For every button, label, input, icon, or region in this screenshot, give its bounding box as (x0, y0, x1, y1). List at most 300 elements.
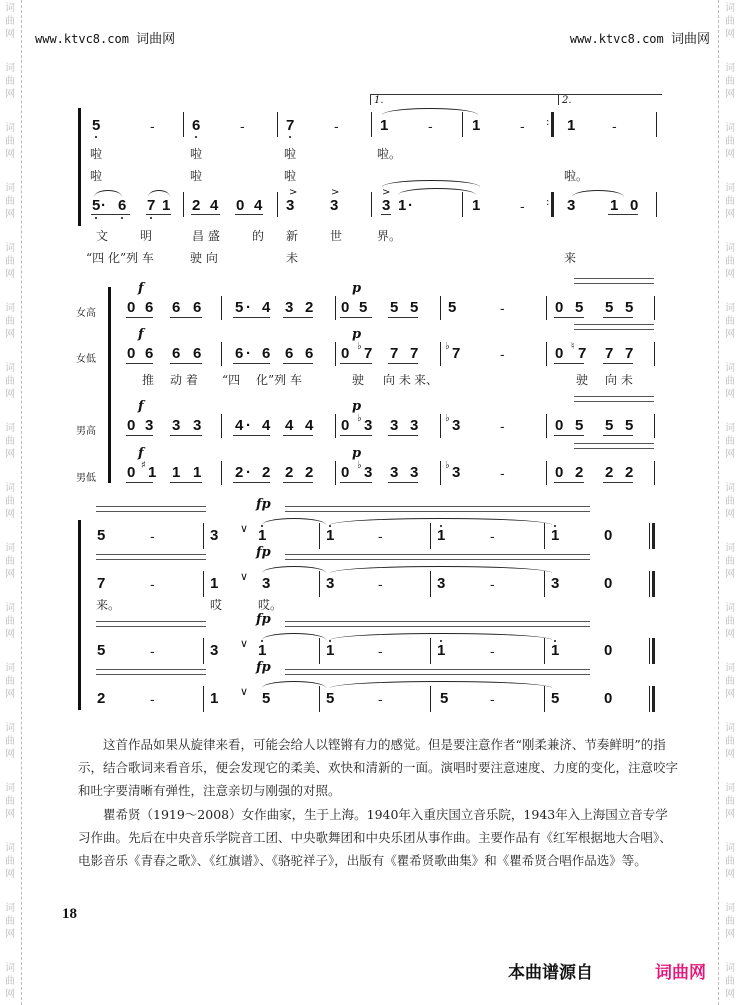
note: 7 (147, 197, 156, 214)
beam-underline (126, 435, 153, 436)
bar-line (430, 523, 431, 549)
bar-line (371, 112, 372, 137)
beam-underline (340, 317, 372, 318)
final-barline-thin (649, 686, 650, 712)
note: 2 (192, 197, 201, 214)
watermark-glyph: 曲 (5, 496, 15, 507)
watermark-glyph: 曲 (725, 76, 735, 87)
beam-underline (388, 482, 418, 483)
note: 7 (364, 345, 373, 362)
note: 7 (578, 345, 587, 362)
note: 3 (567, 197, 576, 214)
note: 1 (326, 527, 335, 544)
watermark-glyph: 曲 (725, 376, 735, 387)
watermark-glyph: 词 (725, 483, 735, 494)
lyric: “四 化”列 车 (86, 251, 154, 265)
watermark-glyph-group (722, 182, 738, 221)
watermark-glyph-group (2, 302, 18, 341)
lyric: 驶 向 (190, 251, 218, 265)
note: 0 (604, 642, 613, 659)
watermark-glyph: 词 (5, 423, 15, 434)
watermark-glyph: 网 (5, 389, 15, 400)
bar-line (544, 571, 545, 597)
lyric: 推 (142, 373, 155, 387)
note: 2 (285, 464, 294, 481)
note: 0 (604, 575, 613, 592)
watermark-glyph: 曲 (725, 856, 735, 867)
watermark-glyph-group (722, 902, 738, 941)
watermark-glyph: 网 (5, 149, 15, 160)
note: 7 (605, 345, 614, 362)
repeat-end-barline (551, 112, 554, 137)
high-octave-dot (329, 640, 331, 642)
watermark-glyph: 曲 (5, 256, 15, 267)
system-bracket (78, 108, 81, 226)
tie (572, 190, 624, 197)
watermark-glyph: 曲 (725, 196, 735, 207)
note: 6 (262, 345, 271, 362)
watermark-glyph: 词 (725, 123, 735, 134)
watermark-glyph: 曲 (5, 736, 15, 747)
note: 1 (326, 642, 335, 659)
beam-underline (283, 482, 313, 483)
watermark-glyph: 网 (5, 269, 15, 280)
sustain-dash: - (612, 118, 617, 134)
lyric: 驶 (352, 373, 365, 387)
watermark-glyph: 网 (5, 449, 15, 460)
tie (330, 681, 552, 688)
note: 2 (262, 464, 271, 481)
watermark-glyph-group (2, 362, 18, 401)
watermark-glyph: 网 (5, 869, 15, 880)
watermark-glyph: 词 (725, 63, 735, 74)
bar-line (654, 342, 655, 366)
note: 4 (262, 417, 271, 434)
watermark-glyph: 网 (5, 929, 15, 940)
repeat-dots: : (546, 197, 550, 208)
lyric: 啦。 (377, 147, 402, 161)
note: 5 (448, 299, 457, 316)
beam-underline (170, 435, 202, 436)
slur (94, 190, 122, 197)
watermark-glyph: 网 (5, 809, 15, 820)
lyric: 明 (140, 229, 153, 243)
dotted-note-dot: · (408, 197, 413, 214)
bar-line (319, 686, 320, 712)
watermark-glyph: 词 (725, 603, 735, 614)
watermark-glyph: 曲 (5, 916, 15, 927)
beam-underline (191, 214, 220, 215)
lyric: 啦 (90, 147, 103, 161)
note: 4 (285, 417, 294, 434)
dotted-note-dot: · (246, 464, 251, 481)
sustain-dash: - (240, 118, 245, 134)
bar-line (183, 192, 184, 217)
beam-underline (283, 317, 313, 318)
low-octave-dot (95, 217, 97, 219)
beam-underline (608, 214, 638, 215)
right-dashed-border (718, 0, 719, 1005)
sustain-dash: - (334, 118, 339, 134)
lyric: 来 (564, 251, 577, 265)
dynamic-fp: fp (256, 497, 271, 512)
lyric: 啦。 (564, 169, 589, 183)
watermark-glyph-group (722, 722, 738, 761)
sustain-dash: - (490, 528, 495, 544)
watermark-glyph: 网 (725, 929, 735, 940)
bar-line (335, 342, 336, 366)
sustain-dash: - (500, 465, 505, 481)
watermark-glyph: 网 (725, 29, 735, 40)
bar-line (335, 296, 336, 320)
note: 1 (380, 117, 389, 134)
note: 3 (452, 464, 461, 481)
tie (262, 518, 326, 525)
dynamic-forte: f (138, 399, 144, 414)
diminuendo-hairpin (285, 554, 590, 560)
bar-line (544, 686, 545, 712)
note: 0 (127, 345, 136, 362)
sustain-dash: - (150, 576, 155, 592)
dotted-note-dot: · (246, 345, 251, 362)
left-watermark-column (2, 0, 18, 1005)
watermark-glyph: 词 (5, 363, 15, 374)
note: 2 (305, 464, 314, 481)
beam-underline (126, 363, 153, 364)
dynamic-piano: p (352, 399, 362, 414)
dotted-note-dot: · (101, 197, 106, 214)
accidental-flat: ♭ (445, 413, 450, 424)
beam-underline (554, 317, 584, 318)
watermark-glyph: 网 (725, 509, 735, 520)
watermark-glyph: 网 (5, 509, 15, 520)
watermark-glyph: 词 (725, 903, 735, 914)
accidental-sharp: ♯ (141, 460, 146, 471)
bar-line (440, 414, 441, 438)
bar-line (546, 296, 547, 320)
bar-line (203, 638, 204, 664)
note: 6 (285, 345, 294, 362)
lyric: 哎。 (258, 598, 283, 612)
watermark-glyph-group (722, 842, 738, 881)
note: 1 (472, 117, 481, 134)
note: 3 (193, 417, 202, 434)
note: 3 (286, 197, 295, 214)
watermark-glyph: 曲 (725, 736, 735, 747)
lyric: 啦 (284, 169, 297, 183)
note: 2 (575, 464, 584, 481)
watermark-glyph: 曲 (725, 256, 735, 267)
final-barline (652, 571, 655, 597)
source-label: 本曲谱源自 (508, 963, 593, 983)
final-barline-thin (649, 638, 650, 664)
lyric: 啦 (90, 169, 103, 183)
note: 5 (262, 690, 271, 707)
bar-line (546, 342, 547, 366)
watermark-glyph: 词 (5, 963, 15, 974)
bar-line (319, 523, 320, 549)
watermark-glyph: 曲 (725, 916, 735, 927)
sustain-dash: - (428, 118, 433, 134)
watermark-glyph: 词 (5, 183, 15, 194)
lyric: 驶 (576, 373, 589, 387)
note: 7 (410, 345, 419, 362)
note: 7 (625, 345, 634, 362)
note: 5 (92, 197, 101, 214)
dynamic-fp: fp (256, 545, 271, 560)
tie (330, 518, 552, 525)
beam-underline (283, 363, 313, 364)
note: 4 (210, 197, 219, 214)
bar-line (221, 461, 222, 485)
watermark-glyph: 词 (5, 663, 15, 674)
note: 0 (555, 345, 564, 362)
watermark-glyph-group (2, 602, 18, 641)
header-site-name: 词曲网 (670, 32, 710, 47)
header-url: www.ktvc8.com (35, 32, 129, 46)
note: 0 (341, 299, 350, 316)
note: 1 (210, 690, 219, 707)
system-bracket (78, 520, 81, 710)
high-octave-dot (554, 640, 556, 642)
lyric: 新 (286, 229, 299, 243)
sustain-dash: - (378, 576, 383, 592)
watermark-glyph: 词 (725, 663, 735, 674)
lyric: 昌 盛 (192, 229, 220, 243)
sustain-dash: - (490, 691, 495, 707)
dotted-note-dot: · (246, 417, 251, 434)
note: 4 (305, 417, 314, 434)
note: 0 (236, 197, 245, 214)
high-octave-dot (261, 525, 263, 527)
sustain-dash: - (150, 643, 155, 659)
beam-underline (381, 214, 391, 215)
low-octave-dot (289, 136, 291, 138)
beam-underline (146, 214, 171, 215)
watermark-glyph: 网 (5, 329, 15, 340)
watermark-glyph-group (2, 842, 18, 881)
note: 6 (172, 299, 181, 316)
note: 6 (172, 345, 181, 362)
note: 5 (359, 299, 368, 316)
note: 1 (172, 464, 181, 481)
watermark-glyph-group (722, 602, 738, 641)
watermark-glyph: 词 (5, 723, 15, 734)
lyric: 文 (96, 229, 109, 243)
watermark-glyph: 曲 (725, 316, 735, 327)
note: 6 (145, 345, 154, 362)
note: 3 (262, 575, 271, 592)
note: 5 (92, 117, 101, 134)
crescendo-hairpin (574, 443, 654, 449)
lyric: 啦 (284, 147, 297, 161)
note: 5 (97, 642, 106, 659)
watermark-glyph: 网 (5, 29, 15, 40)
watermark-glyph-group (2, 902, 18, 941)
lyric: 来。 (96, 598, 121, 612)
source-site-link[interactable]: 词曲网 (655, 963, 706, 983)
watermark-glyph: 曲 (725, 616, 735, 627)
beam-underline (388, 317, 418, 318)
note: 3 (172, 417, 181, 434)
accidental-flat: ♭ (445, 460, 450, 471)
bar-line (656, 192, 657, 217)
note: 0 (604, 690, 613, 707)
note: 6 (305, 345, 314, 362)
note: 0 (341, 345, 350, 362)
watermark-glyph: 曲 (5, 136, 15, 147)
beam-underline (340, 482, 372, 483)
watermark-glyph-group (722, 122, 738, 161)
watermark-glyph-group (2, 422, 18, 461)
note: 1 (437, 527, 446, 544)
watermark-glyph: 曲 (5, 796, 15, 807)
watermark-glyph-group (722, 2, 738, 41)
accidental-flat: ♭ (357, 341, 362, 352)
note: 0 (341, 417, 350, 434)
note: 3 (364, 417, 373, 434)
tie (398, 188, 476, 195)
beam-underline (91, 214, 130, 215)
watermark-glyph: 词 (5, 783, 15, 794)
note: 3 (330, 197, 339, 214)
watermark-glyph: 词 (725, 423, 735, 434)
watermark-glyph-group (2, 62, 18, 101)
sustain-dash: - (378, 528, 383, 544)
note: 3 (437, 575, 446, 592)
commentary-paragraph: 这首作品如果从旋律来看，可能会给人以铿锵有力的感觉。但是要注意作者“刚柔兼济、节奏鲜明”的指示，结合歌词来看音乐，便会发现它的柔美、欢快和清新的一面。演唱时要注意速度、力度的变化，注意咬字和吐字要清晰有弹性，注意亲切与刚强的对照。 (78, 737, 679, 798)
watermark-glyph: 曲 (5, 376, 15, 387)
note: 5 (440, 690, 449, 707)
part-label-3: 男低 (76, 473, 96, 484)
high-octave-dot (554, 525, 556, 527)
low-octave-dot (195, 136, 197, 138)
accent-mark: > (289, 187, 298, 198)
note: 5 (97, 527, 106, 544)
bar-line (462, 192, 463, 217)
note: 3 (326, 575, 335, 592)
tie (330, 566, 552, 573)
beam-underline (233, 317, 270, 318)
slur (148, 190, 170, 197)
page-number: 18 (62, 906, 77, 922)
note: 5 (575, 417, 584, 434)
accidental-flat: ♭ (357, 413, 362, 424)
note: 0 (127, 417, 136, 434)
watermark-glyph: 网 (725, 209, 735, 220)
bar-line (335, 414, 336, 438)
dynamic-piano: p (352, 281, 362, 296)
note: 7 (452, 345, 461, 362)
accidental-flat: ♭ (357, 460, 362, 471)
sustain-dash: - (500, 418, 505, 434)
bar-line (430, 571, 431, 597)
diminuendo-hairpin (285, 506, 590, 512)
sustain-dash: - (500, 346, 505, 362)
watermark-glyph-group (722, 962, 738, 1001)
note: 5 (625, 417, 634, 434)
watermark-glyph: 词 (725, 183, 735, 194)
note: 4 (262, 299, 271, 316)
watermark-glyph-group (2, 542, 18, 581)
low-octave-dot (121, 217, 123, 219)
note: 6 (118, 197, 127, 214)
bar-line (546, 461, 547, 485)
breath-mark: ∨ (240, 637, 249, 650)
part-label-2: 男高 (76, 426, 96, 437)
note: 5 (235, 299, 244, 316)
lyric: 向 未 (605, 373, 633, 387)
beam-underline (233, 363, 270, 364)
note: 5 (625, 299, 634, 316)
breath-mark: ∨ (240, 522, 249, 535)
lyric: 化”列 车 (256, 373, 302, 387)
part-label-0: 女高 (76, 308, 96, 319)
tie (262, 681, 326, 688)
bar-line (371, 192, 372, 217)
bar-line (277, 192, 278, 217)
watermark-glyph: 网 (5, 629, 15, 640)
note: 6 (193, 345, 202, 362)
note: 5 (551, 690, 560, 707)
sustain-dash: - (378, 691, 383, 707)
note: 1 (162, 197, 171, 214)
note: 3 (210, 527, 219, 544)
lyric: 啦 (190, 169, 203, 183)
note: 5 (605, 299, 614, 316)
low-octave-dot (95, 136, 97, 138)
note: 0 (341, 464, 350, 481)
bar-line (462, 112, 463, 137)
sustain-dash: - (150, 118, 155, 134)
watermark-glyph: 词 (725, 723, 735, 734)
bar-line (203, 686, 204, 712)
lyric: 的 (252, 229, 265, 243)
header-watermark-left (35, 28, 175, 47)
watermark-glyph-group (2, 2, 18, 41)
watermark-glyph: 网 (725, 749, 735, 760)
note: 6 (192, 117, 201, 134)
breath-mark: ∨ (240, 570, 249, 583)
watermark-glyph: 词 (725, 303, 735, 314)
dynamic-forte: f (138, 327, 144, 342)
beam-underline (235, 214, 263, 215)
watermark-glyph: 词 (725, 243, 735, 254)
beam-underline (388, 363, 418, 364)
note: 1 (437, 642, 446, 659)
watermark-glyph: 词 (725, 783, 735, 794)
watermark-glyph: 网 (725, 629, 735, 640)
watermark-glyph: 网 (5, 569, 15, 580)
bar-line (203, 571, 204, 597)
note: 2 (605, 464, 614, 481)
bar-line (440, 296, 441, 320)
final-barline (652, 638, 655, 664)
watermark-glyph: 网 (725, 449, 735, 460)
watermark-glyph-group (722, 782, 738, 821)
note: 5 (410, 299, 419, 316)
watermark-glyph: 曲 (5, 16, 15, 27)
note: 3 (452, 417, 461, 434)
beam-underline (603, 317, 633, 318)
watermark-glyph-group (722, 542, 738, 581)
watermark-glyph: 词 (725, 963, 735, 974)
tie (382, 108, 478, 115)
bar-line (277, 112, 278, 137)
note: 5 (575, 299, 584, 316)
note: 3 (410, 417, 419, 434)
note: 0 (604, 527, 613, 544)
